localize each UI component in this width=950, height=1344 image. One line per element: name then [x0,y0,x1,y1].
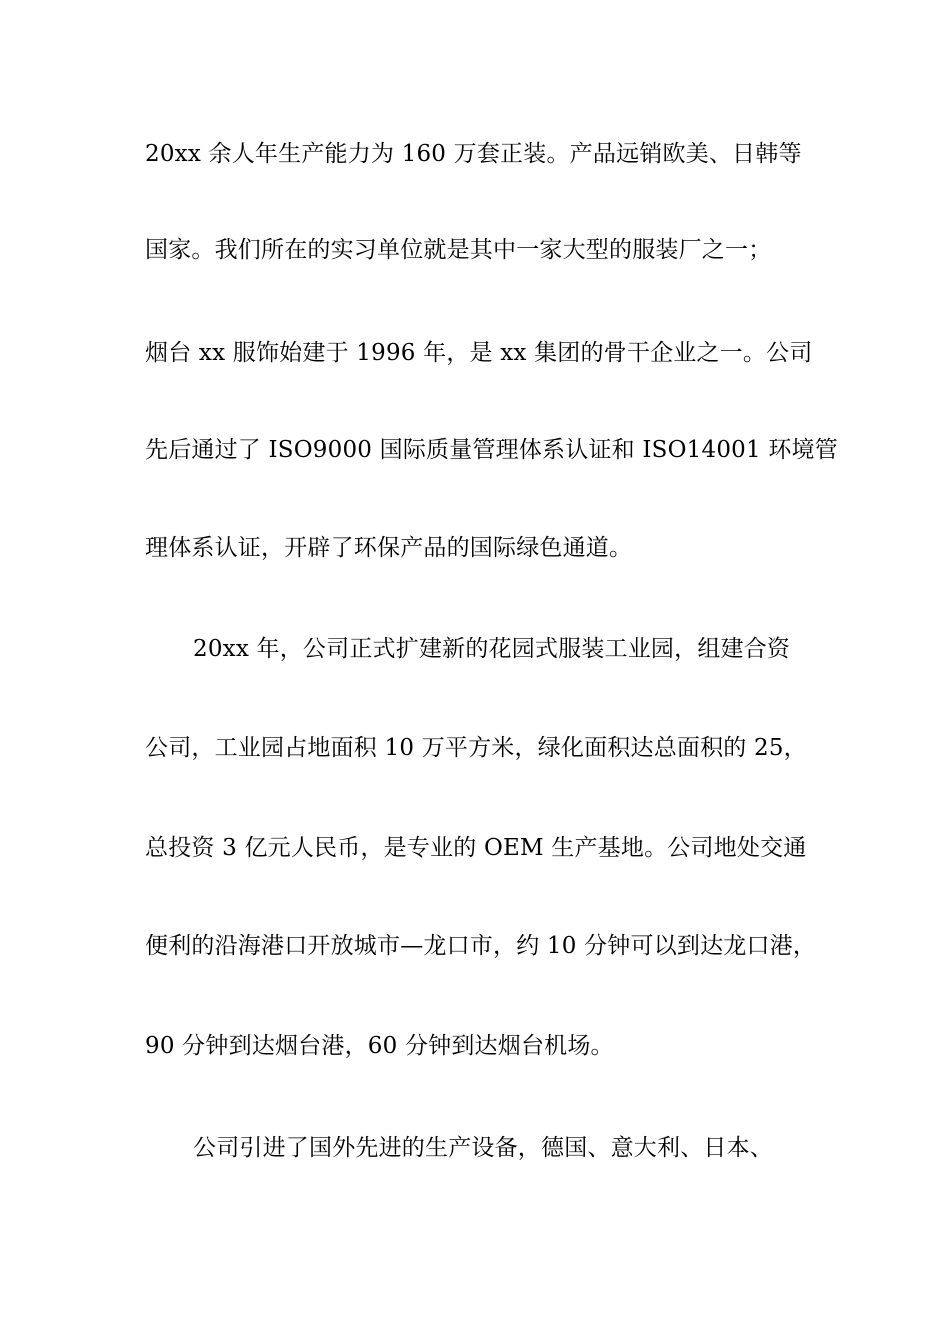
text-line: 烟台 xx 服饰始建于 1996 年，是 xx 集团的骨干企业之一。公司 [145,340,813,366]
text-line: 先后通过了 ISO9000 国际质量管理体系认证和 ISO14001 环境管 [145,437,838,463]
text-line: 便利的沿海港口开放城市—龙口市，约 10 分钟可以到达龙口港， [145,933,817,959]
paragraph-start-line: 20xx 年，公司正式扩建新的花园式服装工业园，组建合资 [193,636,791,662]
text-line: 总投资 3 亿元人民币，是专业的 OEM 生产基地。公司地处交通 [145,835,807,861]
text-line: 公司，工业园占地面积 10 万平方米，绿化面积达总面积的 25， [145,735,807,761]
text-line: 国家。我们所在的实习单位就是其中一家大型的服装厂之一； [145,237,772,263]
text-line: 20xx 余人年生产能力为 160 万套正装。产品远销欧美、日韩等 [145,141,802,167]
text-line: 90 分钟到达烟台港，60 分钟到达烟台机场。 [145,1033,614,1059]
paragraph-start-line: 公司引进了国外先进的生产设备，德国、意大利、日本、 [193,1135,773,1161]
text-line: 理体系认证，开辟了环保产品的国际绿色通道。 [145,535,633,561]
